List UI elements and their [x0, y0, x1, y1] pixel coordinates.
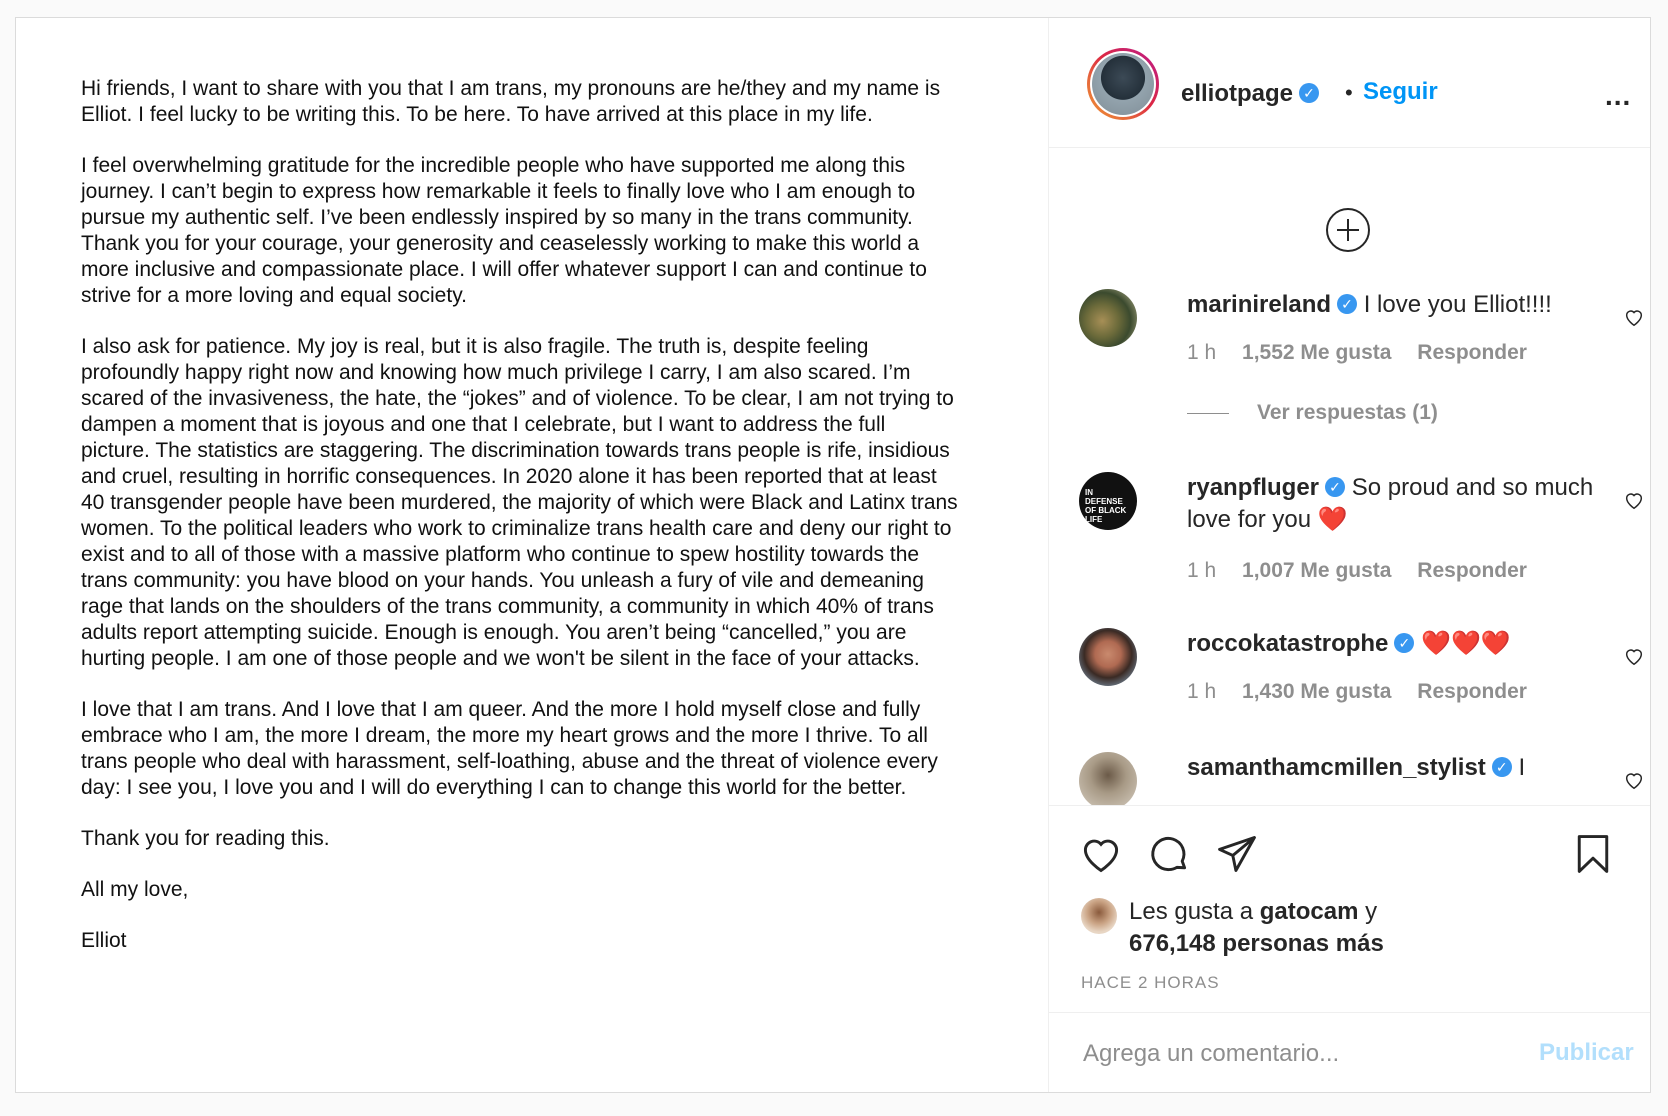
verified-badge-icon: ✓	[1492, 757, 1512, 777]
like-heart-icon[interactable]	[1623, 306, 1645, 328]
letter-paragraph: Thank you for reading this.	[81, 827, 330, 850]
comment-time: 1 h	[1187, 559, 1217, 582]
avatar[interactable]	[1079, 472, 1137, 530]
like-heart-icon[interactable]	[1623, 489, 1645, 511]
letter-paragraph: I love that I am trans. And I love that I am queer. And the more I hold myself close and fully embrace who I am, the more I dream, the more my heart grows and the more I thrive. To all trans people who deal with harassment, self-loathing, abuse and the threat of violence every day: I see you, I love you and I will do everything I can to change this world for the better.	[81, 698, 938, 799]
verified-badge-icon: ✓	[1394, 633, 1414, 653]
comment-bubble-icon[interactable]	[1147, 832, 1191, 876]
share-paper-plane-icon[interactable]	[1215, 832, 1259, 876]
publish-button[interactable]: Publicar	[1539, 1039, 1634, 1066]
divider	[1187, 413, 1229, 414]
reply-button[interactable]: Responder	[1417, 559, 1527, 582]
comment-username[interactable]: marinireland	[1187, 291, 1332, 318]
liker-username-link[interactable]: gatocam	[1259, 898, 1359, 925]
avatar[interactable]	[1081, 898, 1117, 934]
reply-button[interactable]: Responder	[1417, 341, 1527, 364]
likes-prefix: Les gusta a	[1129, 898, 1254, 925]
comment-meta	[1187, 680, 1547, 704]
comment-likes-count[interactable]: 1,552 Me gusta	[1242, 341, 1392, 364]
reply-button[interactable]: Responder	[1417, 680, 1527, 703]
avatar-photo	[1092, 53, 1154, 115]
profile-avatar[interactable]	[1087, 48, 1159, 120]
like-heart-icon[interactable]	[1623, 645, 1645, 667]
comment-text: So proud and so much love for you ❤️	[1187, 474, 1594, 533]
like-heart-icon[interactable]	[1623, 769, 1645, 791]
comment-likes-count[interactable]: 1,430 Me gusta	[1242, 680, 1392, 703]
follow-button[interactable]: Seguir	[1363, 78, 1438, 105]
like-heart-icon[interactable]	[1079, 832, 1123, 876]
letter-paragraph: Hi friends, I want to share with you that I am trans, my pronouns are he/they and my name is Elliot. I feel lucky to be writing this. To be here. To have arrived at this place in my life.	[81, 77, 941, 126]
comment-likes-count[interactable]: 1,007 Me gusta	[1242, 559, 1392, 582]
comment-text: I love you Elliot!!!!	[1363, 291, 1552, 318]
avatar[interactable]	[1079, 289, 1137, 347]
load-more-comments-icon[interactable]	[1326, 208, 1370, 252]
verified-badge-icon: ✓	[1299, 83, 1319, 103]
save-bookmark-icon[interactable]	[1571, 832, 1615, 876]
letter-paragraph: I feel overwhelming gratitude for the incredible people who have supported me along this journey. I can’t begin to express how remarkable it feels to finally love who I am enough to pursue my authentic self. I’ve been endlessly inspired by so many in the trans community. Thank you for your courage, your generosity and ceaselessly working to make this world a more inclusive and compassionate place. I will offer whatever support I can and continue to strive for a more loving and equal society.	[81, 154, 927, 307]
avatar[interactable]	[1079, 628, 1137, 686]
comment-time: 1 h	[1187, 680, 1217, 703]
comment-time: 1 h	[1187, 341, 1217, 364]
comment-username[interactable]: ryanpfluger	[1187, 474, 1320, 501]
comment-meta	[1187, 341, 1547, 365]
likes-count-link[interactable]: 676,148 personas más	[1129, 930, 1384, 957]
comment-text: I	[1518, 754, 1526, 781]
post-image-letter	[16, 18, 1049, 1092]
post-sidebar	[1049, 18, 1650, 1092]
likes-connector: y	[1365, 898, 1378, 925]
avatar[interactable]	[1079, 752, 1137, 805]
post-timestamp[interactable]: HACE 2 HORAS	[1081, 973, 1220, 992]
verified-badge-icon: ✓	[1325, 477, 1345, 497]
comment-input[interactable]	[1081, 1035, 1505, 1073]
post-actions	[1049, 805, 1650, 1012]
letter-paragraph: All my love,	[81, 878, 189, 901]
avatar-label: IN DEFENSE OF BLACK LIFE	[1085, 488, 1127, 524]
letter-paragraph: I also ask for patience. My joy is real, but it is also fragile. The truth is, despite feeling profoundly happy right now and knowing how much privilege I carry, I am also scared. I’m scared of the invasiveness, the hate, the “jokes” and of violence. To be clear, I am not trying to dampen a moment that is joyous and one that I celebrate, but I want to address the full picture. The statistics are staggering. The discrimination towards trans people is rife, insidious and cruel, resulting in horrific consequences. In 2020 alone it has been reported that at least 40 transgender people have been murdered, the majority of which were Black and Latinx trans women. To the political leaders who work to criminalize trans health care and deny our right to exist and to all of those with a massive platform who continue to spew hostility towards the trans community: you have blood on your hands. You unleash a fury of vile and demeaning rage that lands on the shoulders of the trans community, a community in which 40% of trans adults report attempting suicide. Enough is enough. You aren’t being “cancelled,” you are hurting people. I am one of those people and we won't be silent in the face of your attacks.	[81, 335, 958, 670]
view-replies-button[interactable]: Ver respuestas (1)	[1187, 401, 1438, 425]
more-options-icon[interactable]: ...	[1605, 80, 1632, 111]
post-container	[15, 17, 1651, 1093]
header-username-link[interactable]	[1181, 80, 1319, 108]
username-text: elliotpage	[1181, 80, 1294, 107]
post-header	[1049, 18, 1650, 148]
letter-paragraph: Elliot	[81, 929, 127, 952]
add-comment-bar	[1049, 1012, 1650, 1092]
comment-username[interactable]: samanthamcmillen_stylist	[1187, 754, 1486, 781]
comment-username[interactable]: roccokatastrophe	[1187, 630, 1389, 657]
verified-badge-icon: ✓	[1337, 294, 1357, 314]
comment-text: ❤️❤️❤️	[1421, 630, 1511, 657]
comments-list[interactable]	[1049, 149, 1650, 805]
separator-dot: •	[1345, 80, 1353, 105]
comment-meta	[1187, 559, 1547, 583]
